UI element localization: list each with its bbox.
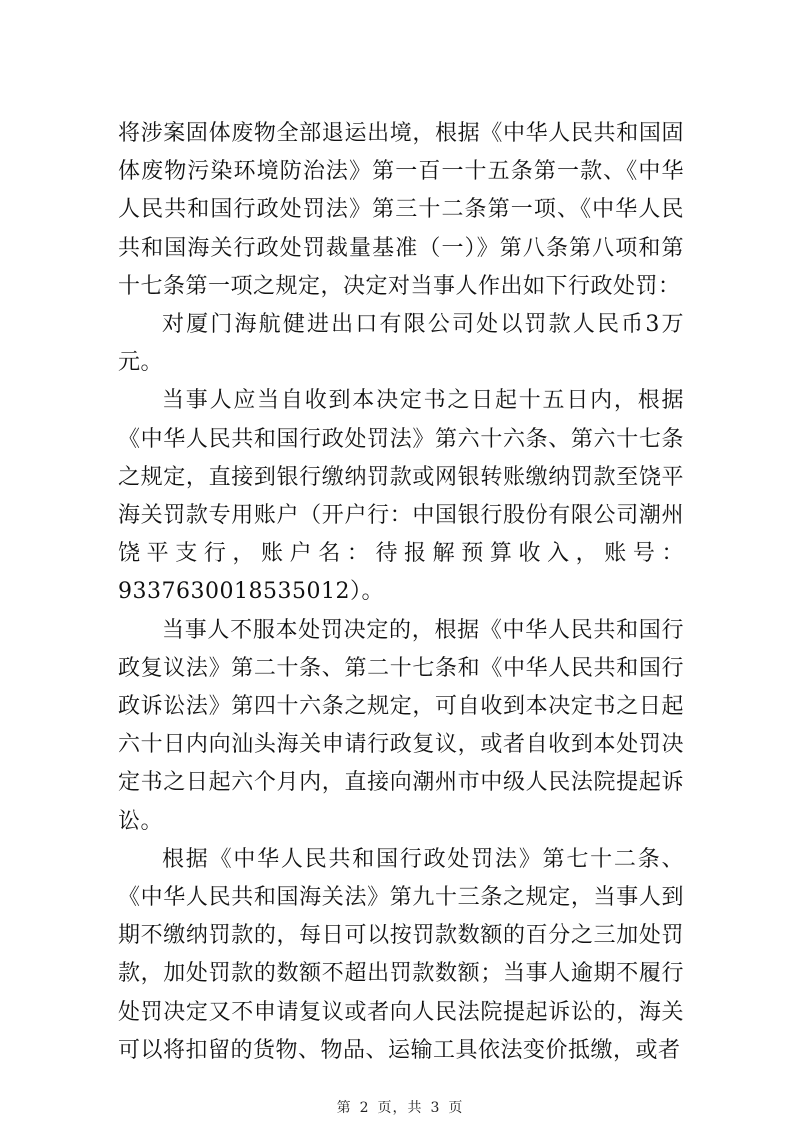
paragraph-2: 对厦门海航健进出口有限公司处以罚款人民币3万元。 [118, 312, 684, 376]
page-footer [0, 1097, 800, 1117]
paragraph-3: 当事人应当自收到本决定书之日起十五日内，根据《中华人民共和国行政处罚法》第六十六条、第六十七条之规定，直接到银行缴纳罚款或网银转账缴纳罚款至饶平海关罚款专用账户（开户行：中国银行股份有限公司潮州饶平支行，账户名：待报解预算收入，账号：9337630018535012）。 [118, 388, 684, 605]
document-body [118, 115, 684, 1070]
footer-current-page: 2 [359, 1100, 370, 1116]
paragraph-1: 将涉案固体废物全部退运出境，根据《中华人民共和国固体废物污染环境防治法》第一百一十五条第一款、《中华人民共和国行政处罚法》第三十二条第一项、《中华人民共和国海关行政处罚裁量基准（一）》第八条第八项和第十七条第一项之规定，决定对当事人作出如下行政处罚： [118, 121, 684, 299]
paragraph-4: 当事人不服本处罚决定的，根据《中华人民共和国行政复议法》第二十条、第二十七条和《中华人民共和国行政诉讼法》第四十六条之规定，可自收到本决定书之日起六十日内向汕头海关申请行政复议，或者自收到本处罚决定书之日起六个月内，直接向潮州市中级人民法院提起诉讼。 [118, 617, 684, 834]
footer-suffix: 页 [448, 1100, 464, 1116]
footer-prefix: 第 [336, 1100, 352, 1116]
footer-total-pages: 3 [430, 1100, 441, 1116]
footer-middle: 页，共 [377, 1100, 423, 1116]
paragraph-5: 根据《中华人民共和国行政处罚法》第七十二条、《中华人民共和国海关法》第九十三条之规定，当事人到期不缴纳罚款的，每日可以按罚款数额的百分之三加处罚款，加处罚款的数额不超出罚款数额；当事人逾期不履行处罚决定又不申请复议或者向人民法院提起诉讼的，海关可以将扣留的货物、物品、运输工具依法变价抵缴，或者 [118, 846, 684, 1063]
